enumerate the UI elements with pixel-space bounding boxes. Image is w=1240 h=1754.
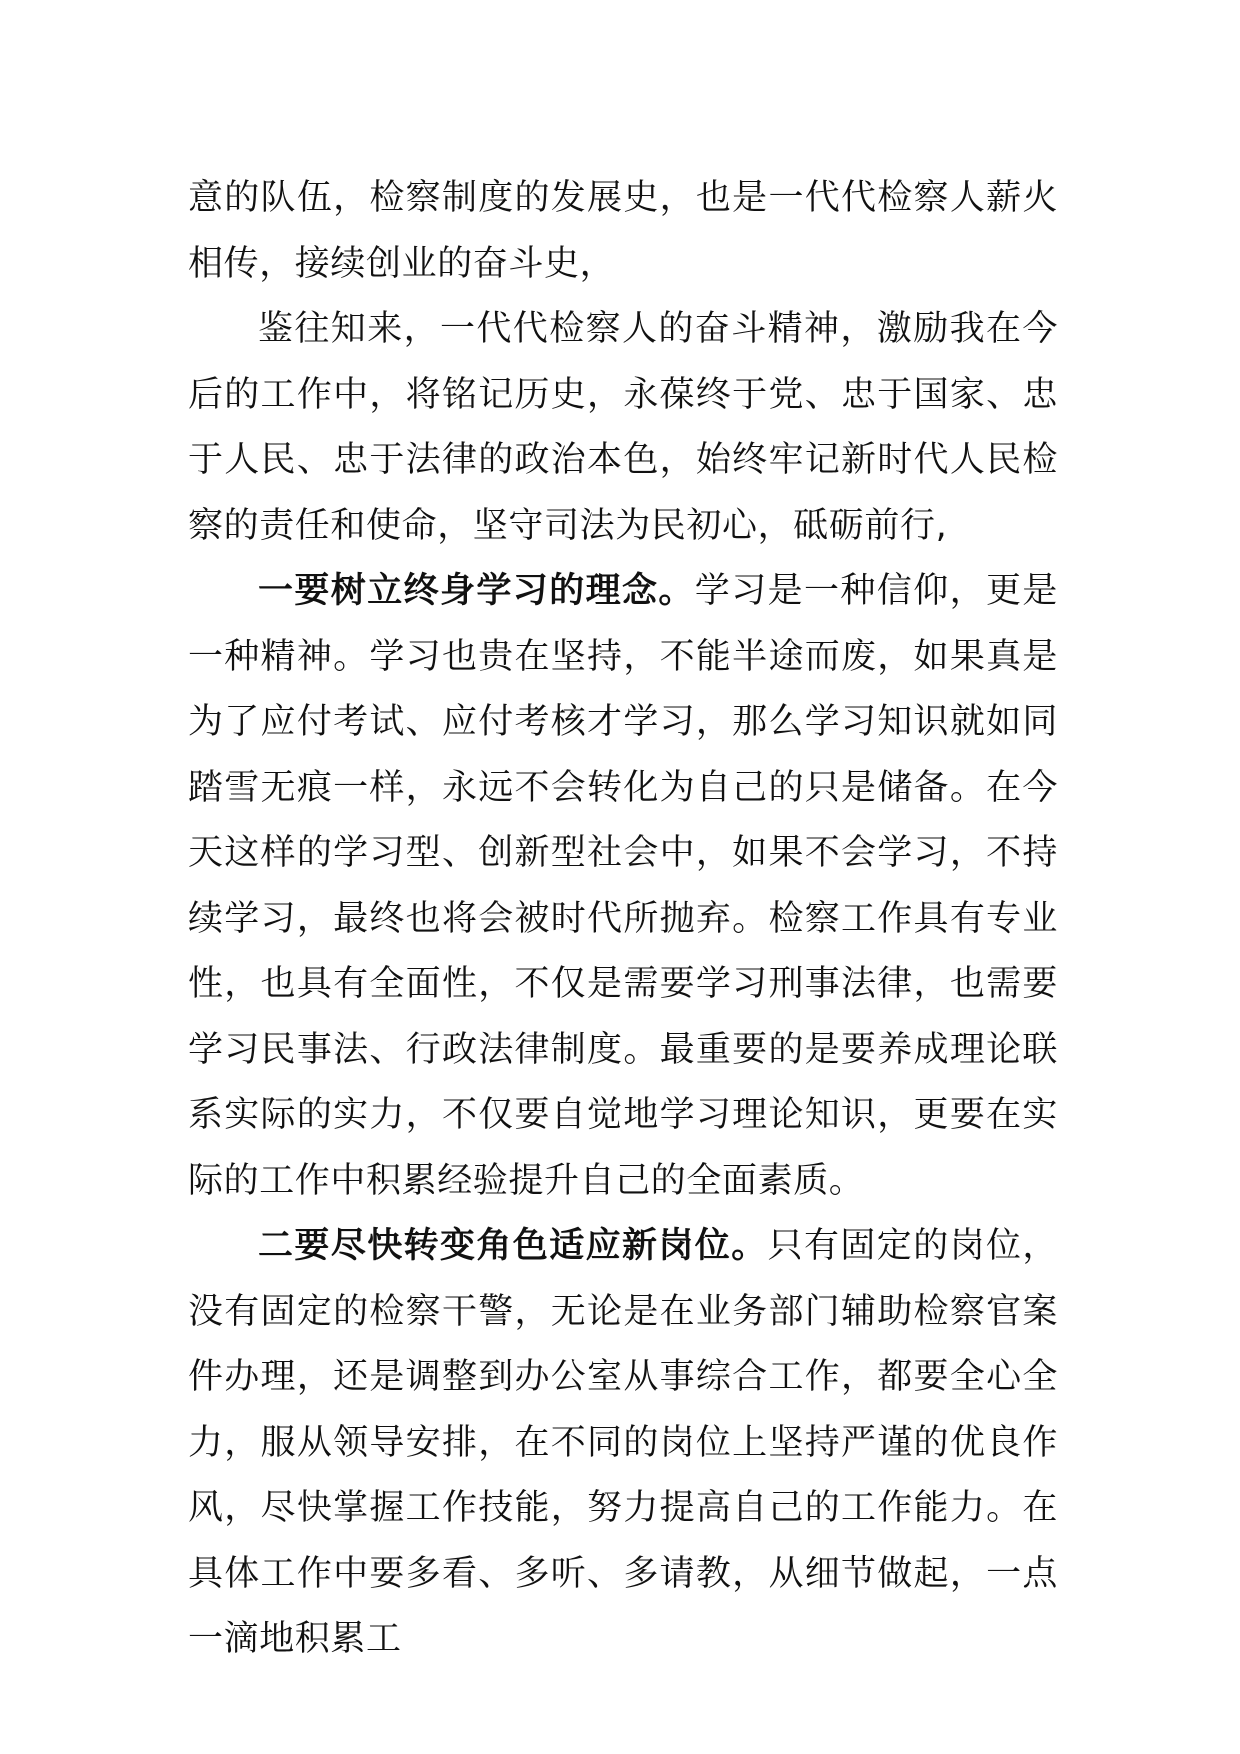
- paragraph-lifelong-learning: [188, 559, 1058, 1214]
- paragraph-heading: 一要树立终身学习的理念。: [258, 571, 695, 611]
- paragraph-text: 鉴往知来，一代代检察人的奋斗精神，激励我在今后的工作中，将铭记历史，永葆终于党、忠于国家、忠于人民、忠于法律的政治本色，始终牢记新时代人民检察的责任和使命，坚守司法为民初心，砥砺前行,: [188, 309, 1058, 546]
- paragraph-text: 学习是一种信仰，更是一种精神。学习也贵在坚持，不能半途而废，如果真是为了应付考试、应付考核才学习，那么学习知识就如同踏雪无痕一样，永远不会转化为自己的只是储备。在今天这样的学习型、创新型社会中，如果不会学习，不持续学习，最终也将会被时代所抛弃。检察工作具有专业性，也具有全面性，不仅是需要学习刑事法律，也需要学习民事法、行政法律制度。最重要的是要养成理论联系实际的实力，不仅要自觉地学习理论知识，更要在实际的工作中积累经验提升自己的全面素质。: [188, 571, 1058, 1201]
- paragraph-reflection: [188, 297, 1058, 559]
- paragraph-heading: 二要尽快转变角色适应新岗位。: [258, 1226, 768, 1266]
- paragraph-continuation: [188, 166, 1058, 297]
- paragraph-text: 只有固定的岗位，没有固定的检察干警，无论是在业务部门辅助检察官案件办理，还是调整到办公室从事综合工作，都要全心全力，服从领导安排，在不同的岗位上坚持严谨的优良作风，尽快掌握工作技能，努力提高自己的工作能力。在具体工作中要多看、多听、多请教，从细节做起，一点一滴地积累工: [188, 1226, 1058, 1659]
- document-page: [188, 166, 1058, 1673]
- paragraph-new-role: [188, 1214, 1058, 1673]
- paragraph-text: 意的队伍，检察制度的发展史，也是一代代检察人薪火相传，接续创业的奋斗史，: [188, 178, 1058, 284]
